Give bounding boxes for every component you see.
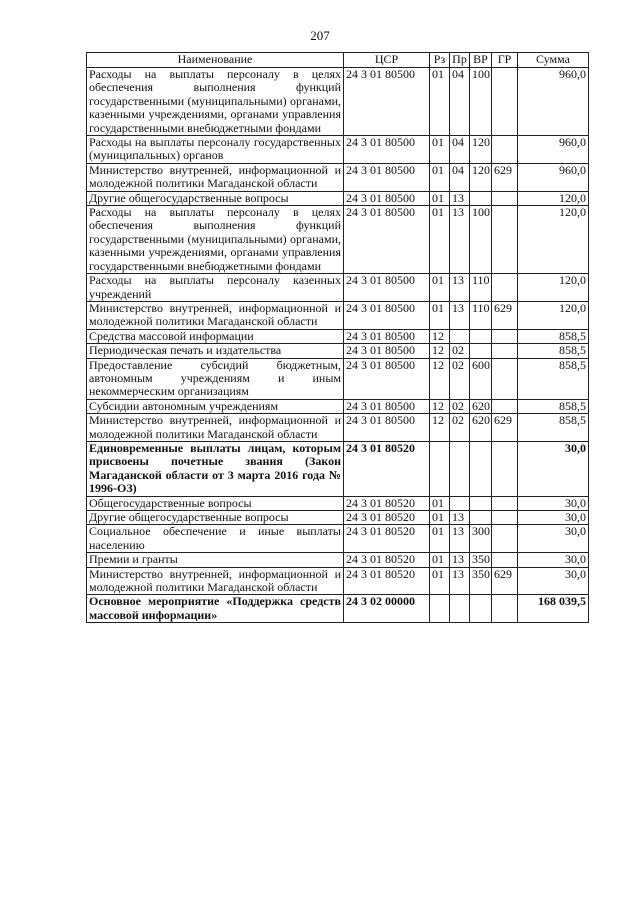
table-row <box>87 136 589 164</box>
cell-csr: 24 3 01 80500 <box>344 344 430 358</box>
cell-pr: 04 <box>450 68 470 136</box>
cell-vr <box>470 191 492 205</box>
cell-name: Другие общегосударственные вопросы <box>87 191 344 205</box>
table-row <box>87 344 589 358</box>
cell-vr: 120 <box>470 136 492 164</box>
cell-csr: 24 3 01 80520 <box>344 567 430 595</box>
cell-csr: 24 3 01 80500 <box>344 191 430 205</box>
cell-gr: 629 <box>492 567 518 595</box>
table-row <box>87 329 589 343</box>
cell-rz: 01 <box>430 191 450 205</box>
cell-vr: 350 <box>470 567 492 595</box>
cell-pr: 02 <box>450 414 470 442</box>
cell-gr <box>492 136 518 164</box>
cell-csr: 24 3 01 80500 <box>344 274 430 302</box>
cell-name: Премии и гранты <box>87 553 344 567</box>
cell-csr: 24 3 01 80500 <box>344 301 430 329</box>
table-row <box>87 525 589 553</box>
table-row <box>87 68 589 136</box>
cell-csr: 24 3 01 80500 <box>344 68 430 136</box>
cell-name: Расходы на выплаты персоналу в целях обеспечения выполнения функций государственными (муниципальными) органами, казенными учреждениями, органами управления государственными внебюджетными фондами <box>87 68 344 136</box>
cell-csr: 24 3 01 80500 <box>344 163 430 191</box>
cell-sum: 30,0 <box>518 567 589 595</box>
cell-sum: 30,0 <box>518 553 589 567</box>
cell-name: Министерство внутренней, информационной и молодежной политики Магаданской области <box>87 163 344 191</box>
table-row <box>87 301 589 329</box>
cell-sum: 960,0 <box>518 68 589 136</box>
cell-sum: 858,5 <box>518 344 589 358</box>
cell-rz: 12 <box>430 344 450 358</box>
cell-pr: 02 <box>450 344 470 358</box>
cell-vr: 100 <box>470 68 492 136</box>
cell-pr <box>450 496 470 510</box>
cell-pr <box>450 441 470 496</box>
cell-vr: 600 <box>470 358 492 399</box>
cell-name: Средства массовой информации <box>87 329 344 343</box>
cell-vr: 620 <box>470 414 492 442</box>
cell-rz <box>430 441 450 496</box>
cell-gr <box>492 553 518 567</box>
cell-gr <box>492 595 518 623</box>
cell-rz: 01 <box>430 163 450 191</box>
cell-rz: 01 <box>430 68 450 136</box>
cell-name: Предоставление субсидий бюджетным, автономным учреждениям и иным некоммерческим организациям <box>87 358 344 399</box>
cell-vr <box>470 595 492 623</box>
cell-vr: 620 <box>470 399 492 413</box>
cell-gr <box>492 399 518 413</box>
cell-name: Основное мероприятие «Поддержка средств массовой информации» <box>87 595 344 623</box>
cell-sum: 858,5 <box>518 358 589 399</box>
table-row <box>87 399 589 413</box>
cell-pr: 13 <box>450 274 470 302</box>
cell-name: Другие общегосударственные вопросы <box>87 511 344 525</box>
cell-name: Министерство внутренней, информационной и молодежной политики Магаданской области <box>87 414 344 442</box>
cell-name: Расходы на выплаты персоналу государственных (муниципальных) органов <box>87 136 344 164</box>
cell-rz: 01 <box>430 136 450 164</box>
page-number: 207 <box>310 28 330 43</box>
cell-vr: 120 <box>470 163 492 191</box>
cell-pr: 13 <box>450 553 470 567</box>
cell-gr: 629 <box>492 163 518 191</box>
cell-pr: 02 <box>450 399 470 413</box>
cell-csr: 24 3 01 80520 <box>344 441 430 496</box>
cell-name: Субсидии автономным учреждениям <box>87 399 344 413</box>
cell-csr: 24 3 01 80500 <box>344 136 430 164</box>
cell-rz: 12 <box>430 358 450 399</box>
table-row <box>87 206 589 274</box>
cell-rz: 12 <box>430 329 450 343</box>
cell-rz: 01 <box>430 301 450 329</box>
cell-vr: 350 <box>470 553 492 567</box>
cell-vr: 100 <box>470 206 492 274</box>
cell-csr: 24 3 01 80500 <box>344 414 430 442</box>
cell-name: Общегосударственные вопросы <box>87 496 344 510</box>
cell-pr: 04 <box>450 163 470 191</box>
table-row <box>87 191 589 205</box>
cell-gr <box>492 496 518 510</box>
cell-vr <box>470 496 492 510</box>
cell-gr <box>492 206 518 274</box>
table-row <box>87 358 589 399</box>
cell-gr <box>492 191 518 205</box>
cell-gr <box>492 525 518 553</box>
table-row <box>87 553 589 567</box>
cell-rz: 12 <box>430 399 450 413</box>
cell-sum: 30,0 <box>518 441 589 496</box>
header-rz: Рз <box>430 53 450 68</box>
cell-sum: 960,0 <box>518 163 589 191</box>
cell-name: Социальное обеспечение и иные выплаты населению <box>87 525 344 553</box>
cell-name: Министерство внутренней, информационной и молодежной политики Магаданской области <box>87 567 344 595</box>
header-pr: Пр <box>450 53 470 68</box>
cell-pr: 13 <box>450 511 470 525</box>
cell-sum: 858,5 <box>518 329 589 343</box>
cell-sum: 858,5 <box>518 399 589 413</box>
table-row <box>87 496 589 510</box>
cell-pr <box>450 329 470 343</box>
cell-rz: 01 <box>430 511 450 525</box>
table-row <box>87 567 589 595</box>
table-row <box>87 441 589 496</box>
cell-rz: 01 <box>430 274 450 302</box>
cell-vr: 110 <box>470 274 492 302</box>
table-header-row <box>87 53 589 68</box>
cell-gr: 629 <box>492 414 518 442</box>
cell-sum: 30,0 <box>518 496 589 510</box>
cell-pr: 13 <box>450 567 470 595</box>
cell-sum: 30,0 <box>518 525 589 553</box>
header-name: Наименование <box>87 53 344 68</box>
cell-gr <box>492 358 518 399</box>
cell-sum: 30,0 <box>518 511 589 525</box>
header-gr: ГР <box>492 53 518 68</box>
cell-rz: 12 <box>430 414 450 442</box>
cell-csr: 24 3 01 80520 <box>344 553 430 567</box>
cell-gr: 629 <box>492 301 518 329</box>
cell-gr <box>492 329 518 343</box>
cell-sum: 120,0 <box>518 301 589 329</box>
cell-rz: 01 <box>430 525 450 553</box>
cell-rz: 01 <box>430 496 450 510</box>
cell-pr: 04 <box>450 136 470 164</box>
cell-name: Министерство внутренней, информационной и молодежной политики Магаданской области <box>87 301 344 329</box>
cell-vr <box>470 441 492 496</box>
cell-sum: 120,0 <box>518 191 589 205</box>
cell-sum: 858,5 <box>518 414 589 442</box>
cell-pr <box>450 595 470 623</box>
cell-vr <box>470 344 492 358</box>
cell-sum: 168 039,5 <box>518 595 589 623</box>
cell-csr: 24 3 01 80520 <box>344 511 430 525</box>
cell-name: Периодическая печать и издательства <box>87 344 344 358</box>
cell-rz <box>430 595 450 623</box>
table-row <box>87 511 589 525</box>
cell-gr <box>492 344 518 358</box>
cell-csr: 24 3 01 80520 <box>344 525 430 553</box>
cell-name: Расходы на выплаты персоналу в целях обеспечения выполнения функций государственными (муниципальными) органами, казенными учреждениями, органами управления государственными внебюджетными фондами <box>87 206 344 274</box>
cell-vr <box>470 511 492 525</box>
cell-csr: 24 3 02 00000 <box>344 595 430 623</box>
cell-csr: 24 3 01 80500 <box>344 206 430 274</box>
cell-vr <box>470 329 492 343</box>
cell-csr: 24 3 01 80520 <box>344 496 430 510</box>
table-row <box>87 163 589 191</box>
cell-rz: 01 <box>430 553 450 567</box>
cell-vr: 300 <box>470 525 492 553</box>
cell-name: Расходы на выплаты персоналу казенных учреждений <box>87 274 344 302</box>
table-row <box>87 274 589 302</box>
cell-csr: 24 3 01 80500 <box>344 329 430 343</box>
cell-pr: 13 <box>450 206 470 274</box>
cell-pr: 13 <box>450 301 470 329</box>
cell-name: Единовременные выплаты лицам, которым присвоены почетные звания (Закон Магаданской области от 3 марта 2016 года № 1996-ОЗ) <box>87 441 344 496</box>
cell-gr <box>492 68 518 136</box>
cell-sum: 120,0 <box>518 206 589 274</box>
cell-csr: 24 3 01 80500 <box>344 358 430 399</box>
cell-rz: 01 <box>430 206 450 274</box>
table-row <box>87 414 589 442</box>
cell-gr <box>492 274 518 302</box>
cell-csr: 24 3 01 80500 <box>344 399 430 413</box>
header-csr: ЦСР <box>344 53 430 68</box>
cell-gr <box>492 511 518 525</box>
cell-sum: 960,0 <box>518 136 589 164</box>
cell-pr: 02 <box>450 358 470 399</box>
cell-gr <box>492 441 518 496</box>
cell-vr: 110 <box>470 301 492 329</box>
cell-pr: 13 <box>450 525 470 553</box>
cell-sum: 120,0 <box>518 274 589 302</box>
header-sum: Сумма <box>518 53 589 68</box>
cell-rz: 01 <box>430 567 450 595</box>
cell-pr: 13 <box>450 191 470 205</box>
table-row <box>87 595 589 623</box>
header-vr: ВР <box>470 53 492 68</box>
budget-table <box>86 52 589 623</box>
